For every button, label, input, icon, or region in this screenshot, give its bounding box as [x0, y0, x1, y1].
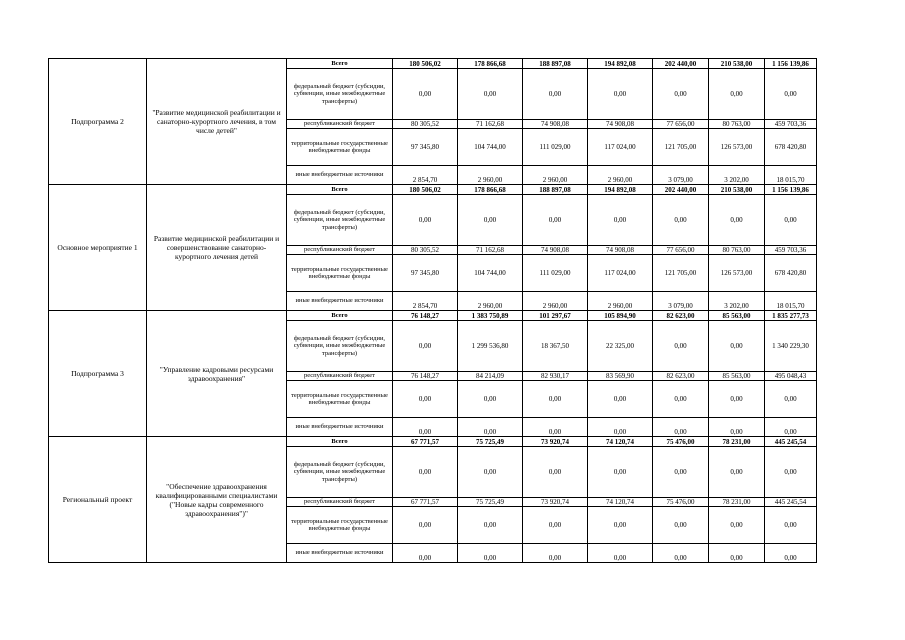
funding-source-cell: территориальные государственные внебюджетные фонды: [287, 129, 393, 166]
total-amount-cell: 0,00: [765, 195, 817, 246]
amount-cell: 0,00: [393, 418, 458, 437]
total-amount-cell: 1 156 139,86: [765, 59, 817, 69]
funding-source-cell: федеральный бюджет (субсидии, субвенции, иные межбюджетные трансферты): [287, 321, 393, 372]
amount-cell: 0,00: [709, 69, 765, 120]
amount-cell: 0,00: [393, 321, 458, 372]
amount-cell: 74 908,08: [523, 120, 588, 129]
amount-cell: 180 506,02: [393, 185, 458, 195]
amount-cell: 0,00: [523, 69, 588, 120]
amount-cell: 126 573,00: [709, 129, 765, 166]
amount-cell: 0,00: [458, 544, 523, 563]
amount-cell: 0,00: [709, 381, 765, 418]
amount-cell: 0,00: [523, 447, 588, 498]
funding-source-cell: Всего: [287, 185, 393, 195]
funding-source-cell: федеральный бюджет (субсидии, субвенции, иные межбюджетные трансферты): [287, 69, 393, 120]
program-description-cell: Развитие медицинской реабилитации и совершенствование санаторно-курортного лечения детей: [147, 185, 287, 311]
table-row-total: [49, 59, 817, 69]
program-name-cell: Подпрограмма 3: [49, 311, 147, 437]
total-amount-cell: 445 245,54: [765, 437, 817, 447]
amount-cell: 0,00: [653, 507, 709, 544]
amount-cell: 80 763,00: [709, 246, 765, 255]
amount-cell: 0,00: [709, 544, 765, 563]
amount-cell: 73 920,74: [523, 498, 588, 507]
budget-table: [48, 58, 817, 563]
amount-cell: 210 538,00: [709, 185, 765, 195]
amount-cell: 0,00: [588, 507, 653, 544]
amount-cell: 0,00: [458, 381, 523, 418]
funding-source-cell: республиканский бюджет: [287, 498, 393, 507]
amount-cell: 1 383 750,89: [458, 311, 523, 321]
amount-cell: 2 960,00: [458, 166, 523, 185]
amount-cell: 101 297,67: [523, 311, 588, 321]
amount-cell: 0,00: [709, 195, 765, 246]
program-description-cell: "Обеспечение здравоохранения квалифицированными специалистами ("Новые кадры современного здравоохранения")": [147, 437, 287, 563]
amount-cell: 2 960,00: [523, 166, 588, 185]
total-amount-cell: 459 703,36: [765, 246, 817, 255]
amount-cell: 74 120,74: [588, 437, 653, 447]
amount-cell: 0,00: [588, 381, 653, 418]
table-row-total: [49, 185, 817, 195]
amount-cell: 2 960,00: [588, 292, 653, 311]
amount-cell: 3 202,00: [709, 292, 765, 311]
amount-cell: 97 345,80: [393, 255, 458, 292]
amount-cell: 188 897,08: [523, 185, 588, 195]
amount-cell: 210 538,00: [709, 59, 765, 69]
amount-cell: 0,00: [393, 544, 458, 563]
funding-source-cell: территориальные государственные внебюджетные фонды: [287, 255, 393, 292]
amount-cell: 0,00: [653, 321, 709, 372]
amount-cell: 194 892,08: [588, 185, 653, 195]
amount-cell: 85 563,00: [709, 311, 765, 321]
amount-cell: 111 029,00: [523, 255, 588, 292]
total-amount-cell: 1 156 139,86: [765, 185, 817, 195]
amount-cell: 76 148,27: [393, 372, 458, 381]
amount-cell: 0,00: [393, 507, 458, 544]
amount-cell: 78 231,00: [709, 437, 765, 447]
funding-source-cell: иные внебюджетные источники: [287, 166, 393, 185]
funding-source-cell: территориальные государственные внебюджетные фонды: [287, 381, 393, 418]
amount-cell: 1 299 536,80: [458, 321, 523, 372]
amount-cell: 82 623,00: [653, 311, 709, 321]
funding-source-cell: федеральный бюджет (субсидии, субвенции, иные межбюджетные трансферты): [287, 447, 393, 498]
funding-source-cell: республиканский бюджет: [287, 120, 393, 129]
amount-cell: 0,00: [458, 69, 523, 120]
total-amount-cell: 0,00: [765, 381, 817, 418]
funding-source-cell: Всего: [287, 437, 393, 447]
amount-cell: 0,00: [588, 418, 653, 437]
amount-cell: 0,00: [588, 195, 653, 246]
amount-cell: 0,00: [523, 507, 588, 544]
amount-cell: 3 079,00: [653, 166, 709, 185]
amount-cell: 0,00: [393, 381, 458, 418]
amount-cell: 85 563,00: [709, 372, 765, 381]
amount-cell: 126 573,00: [709, 255, 765, 292]
amount-cell: 202 440,00: [653, 185, 709, 195]
total-amount-cell: 495 048,43: [765, 372, 817, 381]
total-amount-cell: 445 245,54: [765, 498, 817, 507]
amount-cell: 74 908,08: [588, 246, 653, 255]
amount-cell: 0,00: [523, 381, 588, 418]
amount-cell: 75 725,49: [458, 437, 523, 447]
total-amount-cell: 0,00: [765, 69, 817, 120]
amount-cell: 0,00: [709, 447, 765, 498]
amount-cell: 73 920,74: [523, 437, 588, 447]
amount-cell: 0,00: [458, 507, 523, 544]
amount-cell: 2 960,00: [458, 292, 523, 311]
amount-cell: 0,00: [653, 544, 709, 563]
amount-cell: 0,00: [393, 69, 458, 120]
amount-cell: 0,00: [653, 447, 709, 498]
amount-cell: 22 325,00: [588, 321, 653, 372]
funding-source-cell: иные внебюджетные источники: [287, 292, 393, 311]
amount-cell: 78 231,00: [709, 498, 765, 507]
amount-cell: 67 771,57: [393, 437, 458, 447]
amount-cell: 84 214,09: [458, 372, 523, 381]
table-row-total: [49, 437, 817, 447]
total-amount-cell: 1 340 229,30: [765, 321, 817, 372]
amount-cell: 202 440,00: [653, 59, 709, 69]
program-name-cell: Основное мероприятие 1: [49, 185, 147, 311]
amount-cell: 0,00: [393, 195, 458, 246]
amount-cell: 0,00: [393, 447, 458, 498]
amount-cell: 188 897,08: [523, 59, 588, 69]
amount-cell: 0,00: [588, 447, 653, 498]
amount-cell: 82 623,00: [653, 372, 709, 381]
amount-cell: 0,00: [458, 447, 523, 498]
amount-cell: 0,00: [458, 418, 523, 437]
amount-cell: 82 930,17: [523, 372, 588, 381]
amount-cell: 111 029,00: [523, 129, 588, 166]
amount-cell: 121 705,00: [653, 129, 709, 166]
amount-cell: 117 024,00: [588, 255, 653, 292]
amount-cell: 117 024,00: [588, 129, 653, 166]
amount-cell: 74 908,08: [588, 120, 653, 129]
total-amount-cell: 0,00: [765, 447, 817, 498]
amount-cell: 2 854,70: [393, 292, 458, 311]
amount-cell: 0,00: [523, 195, 588, 246]
amount-cell: 0,00: [709, 507, 765, 544]
total-amount-cell: 1 835 277,73: [765, 311, 817, 321]
total-amount-cell: 18 015,70: [765, 292, 817, 311]
amount-cell: 74 908,08: [523, 246, 588, 255]
amount-cell: 74 120,74: [588, 498, 653, 507]
amount-cell: 75 725,49: [458, 498, 523, 507]
amount-cell: 75 476,00: [653, 437, 709, 447]
amount-cell: 0,00: [653, 195, 709, 246]
total-amount-cell: 0,00: [765, 418, 817, 437]
amount-cell: 2 960,00: [523, 292, 588, 311]
amount-cell: 0,00: [653, 418, 709, 437]
amount-cell: 75 476,00: [653, 498, 709, 507]
amount-cell: 80 763,00: [709, 120, 765, 129]
total-amount-cell: 0,00: [765, 507, 817, 544]
amount-cell: 194 892,08: [588, 59, 653, 69]
amount-cell: 71 162,68: [458, 120, 523, 129]
amount-cell: 77 656,00: [653, 246, 709, 255]
total-amount-cell: 678 420,80: [765, 129, 817, 166]
program-name-cell: Подпрограмма 2: [49, 59, 147, 185]
funding-source-cell: республиканский бюджет: [287, 246, 393, 255]
amount-cell: 80 305,52: [393, 120, 458, 129]
funding-source-cell: иные внебюджетные источники: [287, 418, 393, 437]
amount-cell: 67 771,57: [393, 498, 458, 507]
amount-cell: 3 202,00: [709, 166, 765, 185]
funding-source-cell: Всего: [287, 59, 393, 69]
amount-cell: 0,00: [653, 69, 709, 120]
amount-cell: 0,00: [523, 418, 588, 437]
funding-source-cell: иные внебюджетные источники: [287, 544, 393, 563]
amount-cell: 0,00: [458, 195, 523, 246]
amount-cell: 104 744,00: [458, 129, 523, 166]
amount-cell: 77 656,00: [653, 120, 709, 129]
amount-cell: 178 866,68: [458, 59, 523, 69]
total-amount-cell: 18 015,70: [765, 166, 817, 185]
amount-cell: 104 744,00: [458, 255, 523, 292]
table-row-total: [49, 311, 817, 321]
amount-cell: 76 148,27: [393, 311, 458, 321]
amount-cell: 18 367,50: [523, 321, 588, 372]
amount-cell: 0,00: [709, 418, 765, 437]
amount-cell: 178 866,68: [458, 185, 523, 195]
amount-cell: 3 079,00: [653, 292, 709, 311]
amount-cell: 0,00: [588, 544, 653, 563]
funding-source-cell: республиканский бюджет: [287, 372, 393, 381]
total-amount-cell: 678 420,80: [765, 255, 817, 292]
funding-source-cell: территориальные государственные внебюджетные фонды: [287, 507, 393, 544]
funding-source-cell: Всего: [287, 311, 393, 321]
amount-cell: 83 569,90: [588, 372, 653, 381]
program-description-cell: "Управление кадровыми ресурсами здравоохранения": [147, 311, 287, 437]
total-amount-cell: 0,00: [765, 544, 817, 563]
amount-cell: 0,00: [588, 69, 653, 120]
amount-cell: 97 345,80: [393, 129, 458, 166]
amount-cell: 80 305,52: [393, 246, 458, 255]
amount-cell: 0,00: [523, 544, 588, 563]
amount-cell: 105 894,90: [588, 311, 653, 321]
amount-cell: 2 960,00: [588, 166, 653, 185]
amount-cell: 0,00: [653, 381, 709, 418]
amount-cell: 121 705,00: [653, 255, 709, 292]
program-description-cell: "Развитие медицинской реабилитации и санаторно-курортного лечения, в том числе детей": [147, 59, 287, 185]
total-amount-cell: 459 703,36: [765, 120, 817, 129]
funding-source-cell: федеральный бюджет (субсидии, субвенции, иные межбюджетные трансферты): [287, 195, 393, 246]
table-body: [49, 59, 817, 563]
amount-cell: 71 162,68: [458, 246, 523, 255]
program-name-cell: Региональный проект: [49, 437, 147, 563]
amount-cell: 2 854,70: [393, 166, 458, 185]
amount-cell: 180 506,02: [393, 59, 458, 69]
amount-cell: 0,00: [709, 321, 765, 372]
